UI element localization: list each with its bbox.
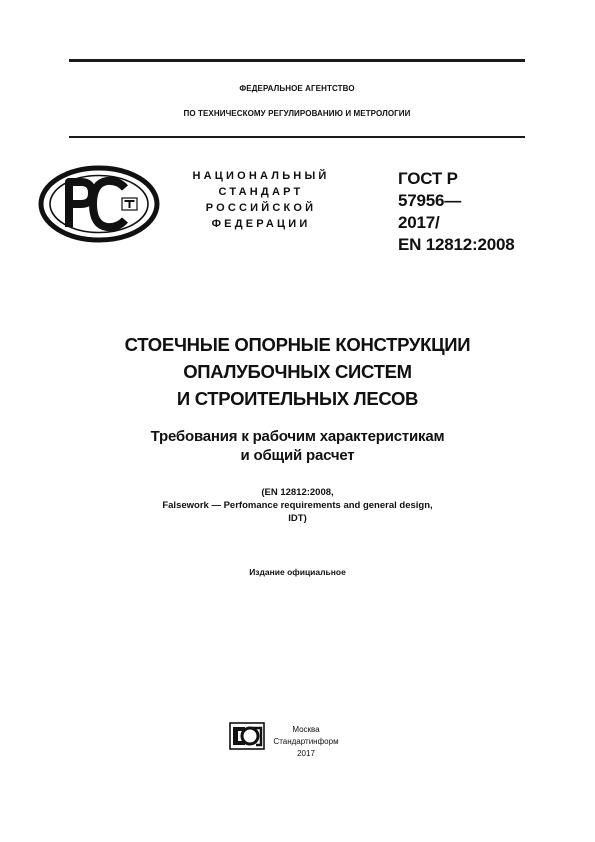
publisher-logo-icon xyxy=(229,722,265,750)
document-subtitle-line-2: и общий расчет xyxy=(240,447,355,464)
document-title-line-1: СТОЕЧНЫЕ ОПОРНЫЕ КОНСТРУКЦИИ xyxy=(124,334,471,355)
publisher-city: Москва xyxy=(292,725,320,734)
national-standard-line-3: РОССИЙСКОЙ xyxy=(205,202,317,214)
agency-line-2: ПО ТЕХНИЧЕСКОМУ РЕГУЛИРОВАНИЮ И МЕТРОЛОГИИ xyxy=(183,109,411,118)
edition-label: Издание официальное xyxy=(249,567,346,577)
designation-line-4: EN 12812:2008 xyxy=(398,235,515,254)
publisher-year: 2017 xyxy=(297,749,315,758)
national-standard-line-1: НАЦИОНАЛЬНЫЙ xyxy=(192,170,330,182)
designation-line-3: 2017/ xyxy=(398,213,440,232)
document-title-line-2: ОПАЛУБОЧНЫХ СИСТЕМ xyxy=(183,361,412,382)
publisher-name: Стандартинформ xyxy=(273,737,339,746)
designation-line-1: ГОСТ Р xyxy=(398,169,458,188)
designation-line-2: 57956— xyxy=(398,191,462,210)
original-standard-line-3: IDT) xyxy=(288,513,307,524)
certification-logo-icon xyxy=(38,164,160,244)
document-title-line-3: И СТРОИТЕЛЬНЫХ ЛЕСОВ xyxy=(176,388,419,409)
original-standard-line-1: (EN 12812:2008, xyxy=(261,487,334,498)
document-subtitle-line-1: Требования к рабочим характеристикам xyxy=(150,428,445,445)
original-standard-line-2: Falsework — Perfomance requirements and general design, xyxy=(162,500,433,511)
national-standard-line-4: ФЕДЕРАЦИИ xyxy=(211,218,311,230)
national-standard-line-2: СТАНДАРТ xyxy=(218,186,304,198)
top-rule-thin xyxy=(69,136,525,138)
agency-line-1: ФЕДЕРАЛЬНОЕ АГЕНТСТВО xyxy=(239,84,355,93)
top-rule-thick xyxy=(69,59,525,62)
